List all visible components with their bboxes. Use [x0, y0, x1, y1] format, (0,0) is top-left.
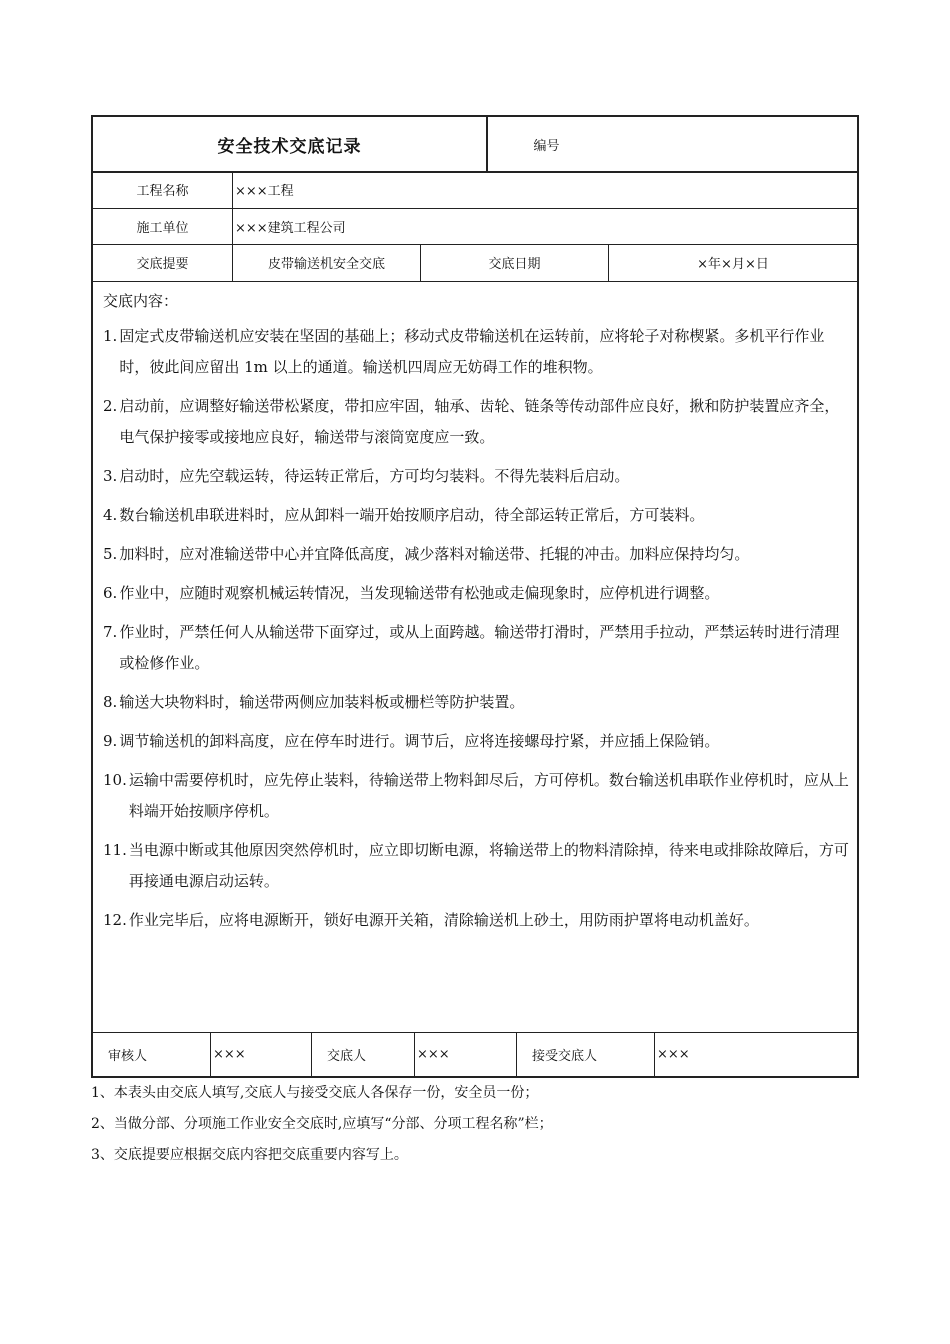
construction-unit-row [93, 208, 857, 245]
footnote: 2、当做分部、分项施工作业安全交底时,应填写“分部、分项工程名称”栏； [91, 1116, 553, 1132]
project-name-value: ×××工程 [232, 171, 857, 208]
briefing-item [103, 726, 849, 757]
reviewer-value: ××× [210, 1033, 311, 1076]
briefing-item-number: 2. [103, 397, 118, 415]
summary-row [93, 244, 857, 282]
briefing-item-text: 加料时，应对准输送带中心并宜降低高度，减少落料对输送带、托辊的冲击。加料应保持均匀。 [119, 545, 750, 563]
briefing-item-text: 启动前，应调整好输送带松紧度，带扣应牢固，轴承、齿轮、链条等传动部件应良好，揪和防护装置应齐全，电气保护接零或接地应良好，输送带与滚筒宽度应一致。 [119, 397, 840, 446]
briefing-item [103, 617, 849, 679]
presenter-value: ××× [414, 1033, 516, 1076]
briefing-item-text: 输送大块物料时，输送带两侧应加装料板或栅栏等防护装置。 [119, 693, 525, 711]
briefing-item [103, 500, 849, 531]
footnote: 3、交底提要应根据交底内容把交底重要内容写上。 [91, 1147, 408, 1163]
briefing-item-text: 运输中需要停机时，应先停止装料，待输送带上物料卸尽后，方可停机。数台输送机串联作业停机时，应从上料端开始按顺序停机。 [128, 771, 849, 820]
briefing-item-number: 11. [103, 841, 127, 859]
signature-row [93, 1032, 857, 1076]
receiver-label: 接受交底人 [516, 1033, 654, 1076]
briefing-item-number: 3. [103, 467, 118, 485]
date-label: 交底日期 [420, 244, 608, 281]
briefing-item-text: 当电源中断或其他原因突然停机时，应立即切断电源，将输送带上的物料清除掉，待来电或排除故障后，方可再接通电源启动运转。 [128, 841, 849, 890]
briefing-item-number: 12. [103, 911, 127, 929]
summary-label: 交底提要 [136, 257, 189, 272]
number-value [605, 117, 857, 171]
briefing-item [103, 539, 849, 570]
briefing-content [93, 281, 857, 1033]
reviewer-label: 审核人 [108, 1049, 148, 1064]
content-label: 交底内容： [103, 292, 179, 310]
briefing-item-number: 4. [103, 506, 118, 524]
presenter-label: 交底人 [311, 1033, 414, 1076]
briefing-item-text: 固定式皮带输送机应安装在坚固的基础上；移动式皮带输送机在运转前，应将轮子对称楔紧。多机平行作业时，彼此间应留出 1m 以上的通道。输送机四周应无妨碍工作的堆积物。 [119, 327, 825, 376]
briefing-item-text: 作业完毕后，应将电源断开，锁好电源开关箱，清除输送机上砂土，用防雨护罩将电动机盖好。 [128, 911, 759, 929]
briefing-item-text: 启动时，应先空载运转，待运转正常后，方可均匀装料。不得先装料后启动。 [119, 467, 630, 485]
briefing-item-text: 数台输送机串联进料时，应从卸料一端开始按顺序启动，待全部运转正常后，方可装料。 [119, 506, 705, 524]
safety-briefing-form [91, 115, 859, 1078]
briefing-item-number: 8. [103, 693, 118, 711]
briefing-item-text: 作业中，应随时观察机械运转情况，当发现输送带有松弛或走偏现象时，应停机进行调整。 [119, 584, 720, 602]
briefing-item [103, 835, 849, 897]
footnote: 1、本表头由交底人填写,交底人与接受交底人各保存一份，安全员一份； [91, 1085, 539, 1101]
construction-unit-label: 施工单位 [136, 220, 189, 236]
briefing-item-number: 9. [103, 732, 118, 750]
briefing-item-text: 作业时，严禁任何人从输送带下面穿过，或从上面跨越。输送带打滑时，严禁用手拉动，严禁运转时进行清理或检修作业。 [119, 623, 840, 672]
construction-unit-value: ×××建筑工程公司 [232, 208, 857, 244]
briefing-item-text: 调节输送机的卸料高度，应在停车时进行。调节后，应将连接螺母拧紧，并应插上保险销。 [119, 732, 720, 750]
briefing-item-list [103, 321, 849, 936]
briefing-item [103, 321, 849, 383]
title-row [93, 117, 857, 173]
date-value: ×年×月×日 [608, 244, 857, 281]
briefing-item [103, 905, 849, 936]
project-name-label: 工程名称 [136, 184, 189, 199]
briefing-item [103, 461, 849, 492]
receiver-value: ××× [654, 1033, 857, 1076]
project-name-row [93, 171, 857, 209]
briefing-item-number: 7. [103, 623, 118, 641]
briefing-item-number: 6. [103, 584, 118, 602]
form-title: 安全技术交底记录 [217, 136, 362, 157]
briefing-item [103, 578, 849, 609]
number-label: 编号 [486, 117, 605, 171]
briefing-item [103, 391, 849, 453]
briefing-item-number: 10. [103, 771, 127, 789]
briefing-item-number: 1. [103, 327, 118, 345]
summary-value: 皮带输送机安全交底 [232, 244, 420, 281]
briefing-item [103, 765, 849, 827]
footnotes [91, 1083, 871, 1176]
briefing-item-number: 5. [103, 545, 118, 563]
briefing-item [103, 687, 849, 718]
